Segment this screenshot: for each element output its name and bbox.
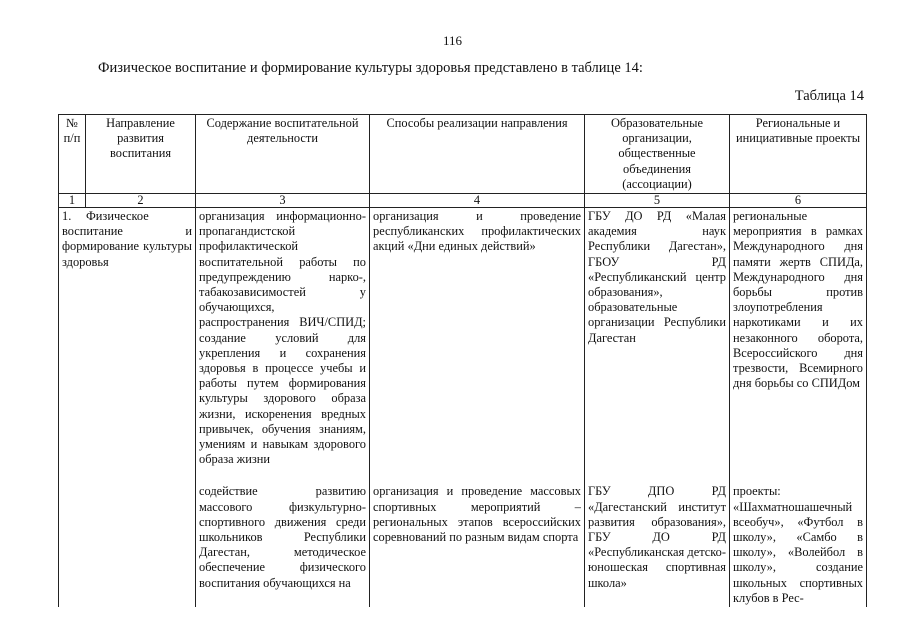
column-number: 6 bbox=[730, 194, 867, 208]
row-content: организация информационно-пропагандистской профилактической воспитательной работы по предупреждению нарко-, табакозависимостей у обучающихся, распространения ВИЧ/СПИД; создание условий для укрепления и сохранения здоровья в процессе учебы и работы путем формирования культуры здорового образа жизни, искоренения вредных привычек, обучения знаниям, умениям и навыкам здорового образа жизни bbox=[196, 208, 370, 469]
header-number: № п/п bbox=[59, 115, 86, 194]
column-number: 4 bbox=[370, 194, 585, 208]
row-methods: организация и проведение массовых спортивных мероприятий – региональных этапов всероссийских соревнований по разным видам спорта bbox=[370, 468, 585, 607]
table-header-row bbox=[59, 115, 867, 194]
row-projects: региональные мероприятия в рамках Международного дня памяти жертв СПИДа, Международного дня борьбы против злоупотребления наркотиками и их незаконного оборота, Всероссийского дня трезвости, Всемирного дня борьбы со СПИДом bbox=[730, 208, 867, 469]
row-projects: проекты: «Шахматношашечный всеобуч», «Футбол в школу», «Самбо в школу», «Волейбол в школу», создание школьных спортивных клубов в Рес- bbox=[730, 468, 867, 607]
column-number-row bbox=[59, 194, 867, 208]
table-caption: Таблица 14 bbox=[794, 88, 864, 104]
row-direction: Физическое воспитание и формирование культуры здоровья bbox=[62, 209, 192, 269]
row-organizations: ГБУ ДПО РД «Дагестанский институт развития образования», ГБУ ДО РД «Республиканская детско-юношеская спортивная школа» bbox=[585, 468, 730, 607]
column-number: 1 bbox=[59, 194, 86, 208]
table-row bbox=[59, 468, 867, 607]
intro-text: Физическое воспитание и формирование культуры здоровья представлено в таблице 14: bbox=[98, 60, 643, 76]
column-number: 2 bbox=[86, 194, 196, 208]
header-methods: Способы реализации направления bbox=[370, 115, 585, 194]
row-content: содействие развитию массового физкультурно-спортивного движения среди школьников Республики Дагестан, методическое обеспечение физического воспитания обучающихся на bbox=[196, 468, 370, 607]
header-content: Содержание воспитательной деятельности bbox=[196, 115, 370, 194]
education-table bbox=[58, 114, 867, 607]
page-number: 116 bbox=[442, 33, 463, 48]
header-projects: Региональные и инициативные проекты bbox=[730, 115, 867, 194]
row-number: 1. bbox=[62, 209, 72, 224]
table-row bbox=[59, 208, 867, 469]
row-methods: организация и проведение республиканских профилактических акций «Дни единых действий» bbox=[370, 208, 585, 469]
header-direction: Направление развития воспитания bbox=[86, 115, 196, 194]
column-number: 5 bbox=[585, 194, 730, 208]
column-number: 3 bbox=[196, 194, 370, 208]
header-organizations: Образовательные организации, общественные объединения (ассоциации) bbox=[585, 115, 730, 194]
row-organizations: ГБУ ДО РД «Малая академия наук Республики Дагестан», ГБОУ РД «Республиканский центр образования», образовательные организации Республики Дагестан bbox=[585, 208, 730, 469]
row-direction-cell bbox=[59, 468, 196, 607]
row-direction-cell bbox=[59, 208, 196, 469]
